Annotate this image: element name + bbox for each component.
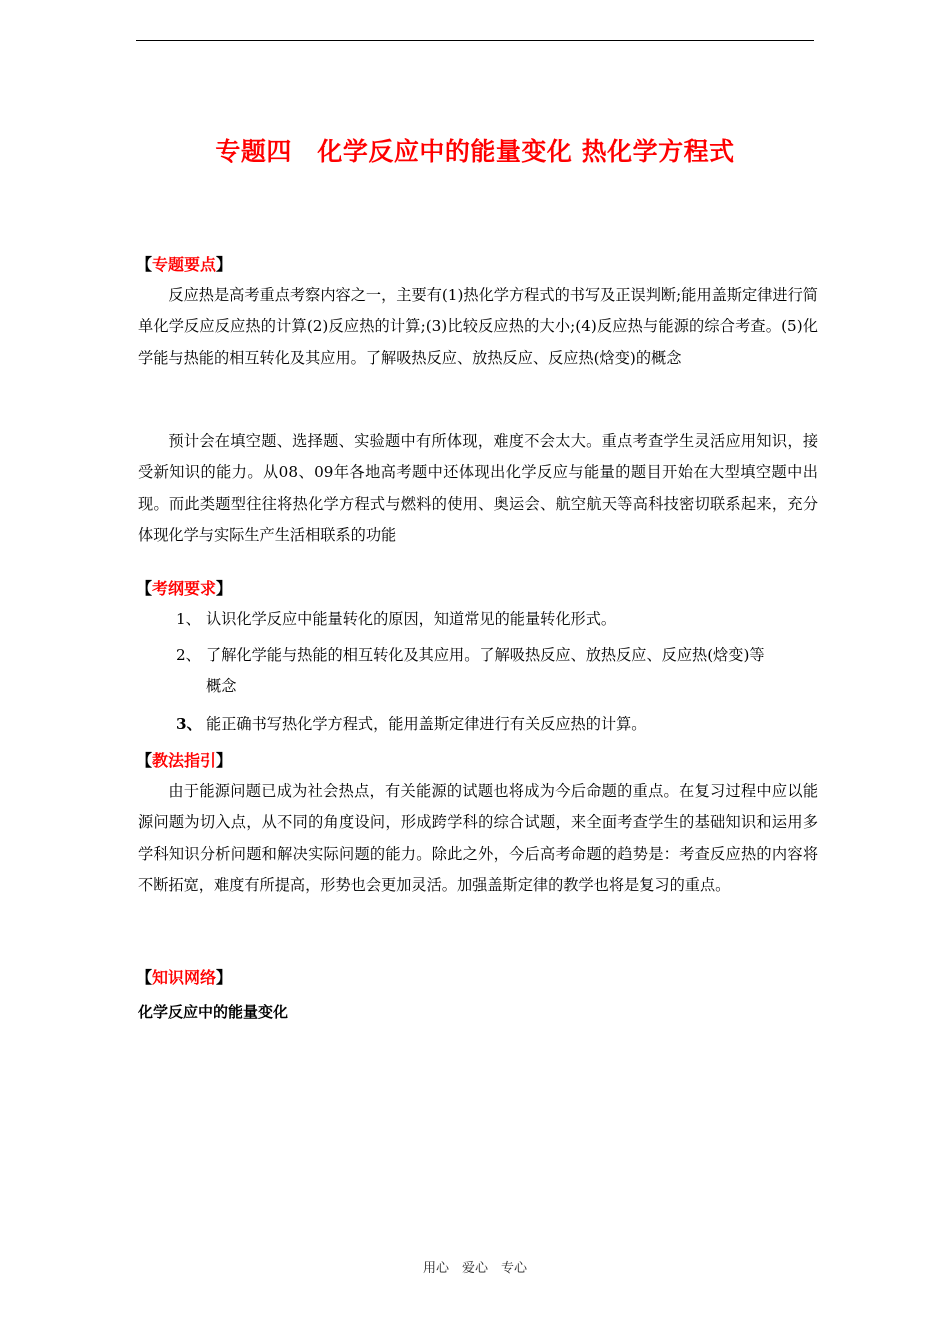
paragraph-teaching-guide: 由于能源问题已成为社会热点，有关能源的试题也将成为今后命题的重点。在复习过程中应以能源问题为切入点，从不同的角度设问，形成跨学科的综合试题，来全面考查学生的基础知识和运用多学科知识分析问题和解决实际问题的能力。除此之外，今后高考命题的趋势是：考查反应热的内容将不断拓宽，难度有所提高，形势也会更加灵活。加强盖斯定律的教学也将是复习的重点。 bbox=[138, 782, 818, 894]
bracket-right: 】 bbox=[216, 255, 233, 274]
list-item bbox=[176, 604, 816, 635]
heading-text: 知识网络 bbox=[152, 968, 217, 987]
paragraph-key-points-2: 预计会在填空题、选择题、实验题中有所体现，难度不会太大。重点考查学生灵活应用知识，接受新知识的能力。从08、09年各地高考题中还体现出化学反应与能量的题目开始在大型填空题中出现。而此类题型往往将热化学方程式与燃料的使用、奥运会、航空航天等高科技密切联系起来，充分体现化学与实际生产生活相联系的功能 bbox=[138, 432, 818, 544]
bracket-right: 】 bbox=[216, 968, 233, 987]
list-number: 2、 bbox=[176, 646, 201, 664]
section-heading-knowledge-network bbox=[136, 965, 232, 988]
list-text-continued: 概念 bbox=[206, 677, 237, 696]
list-number: 1、 bbox=[176, 610, 201, 628]
list-item bbox=[176, 640, 816, 703]
list-item bbox=[176, 709, 816, 740]
paragraph-key-points-1: 反应热是高考重点考察内容之一，主要有(1)热化学方程式的书写及正误判断;能用盖斯定律进行简单化学反应反应热的计算(2)反应热的计算;(3)比较反应热的大小;(4)反应热与能源的综合考查。(5)化学能与热能的相互转化及其应用。了解吸热反应、放热反应、反应热(焓变)的概念 bbox=[138, 286, 818, 367]
list-text: 能正确书写热化学方程式，能用盖斯定律进行有关反应热的计算。 bbox=[206, 715, 647, 733]
bracket-left: 【 bbox=[136, 579, 153, 598]
page-title: 专题四 化学反应中的能量变化 热化学方程式 bbox=[215, 137, 735, 166]
list-number: 3、 bbox=[176, 715, 202, 733]
bracket-left: 【 bbox=[136, 751, 153, 770]
bracket-right: 】 bbox=[216, 751, 233, 770]
header-rule bbox=[136, 40, 814, 41]
list-text: 认识化学反应中能量转化的原因，知道常见的能量转化形式。 bbox=[206, 610, 617, 628]
heading-text: 教法指引 bbox=[152, 751, 217, 770]
list-text: 了解化学能与热能的相互转化及其应用。了解吸热反应、放热反应、反应热(焓变)等 bbox=[206, 646, 765, 664]
page-footer: 用心 爱心 专心 bbox=[422, 1261, 527, 1276]
bracket-left: 【 bbox=[136, 255, 153, 274]
section-heading-syllabus bbox=[136, 576, 232, 599]
bracket-left: 【 bbox=[136, 968, 153, 987]
heading-text: 专题要点 bbox=[152, 255, 217, 274]
section-heading-teaching-guide bbox=[136, 748, 232, 771]
subheading-energy-change: 化学反应中的能量变化 bbox=[138, 1003, 289, 1021]
bracket-right: 】 bbox=[216, 579, 233, 598]
section-heading-key-points bbox=[136, 252, 232, 275]
heading-text: 考纲要求 bbox=[152, 579, 217, 598]
